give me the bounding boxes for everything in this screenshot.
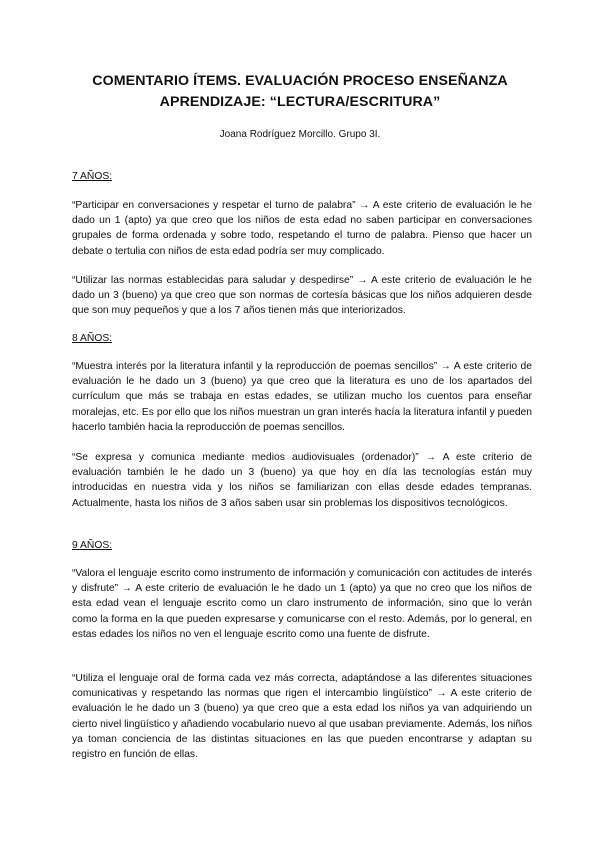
paragraph: “Valora el lenguaje escrito como instrumento de información y comunicación con actitudes de interés y disfrute” → A este criterio de evaluación le he dado un 1 (apto) ya que no creo que los niños de esta edad vean el lenguaje escrito como un claro instrumento de información, sino que lo verán como la forma en la que pueden expresarse y comunicarse con el resto. Además, por lo general, en estas edades los niños no ven el lenguaje escrito como una fuente de disfrute. bbox=[72, 568, 532, 640]
author-line: Joana Rodríguez Morcillo. Grupo 3I. bbox=[219, 129, 381, 140]
section-heading-7-anos: 7 AÑOS: bbox=[72, 171, 113, 182]
paragraph: “Participar en conversaciones y respetar el turno de palabra” → A este criterio de evaluación le he dado un 1 (apto) ya que creo que los niños de esta edad no saben participar en conversaciones grupales de forma ordenada y sobre todo, respetando el turno de palabra. Pienso que hacer un debate o tertulia con niños de esta edad podría ser muy complicado. bbox=[72, 200, 532, 257]
paragraph: “Utilizar las normas establecidas para saludar y despedirse” → A este criterio de evaluación le he dado un 3 (bueno) ya que creo que son normas de cortesía básicas que los niños adquieren desde que son muy pequeños y que a los 7 años tienen más que interiorizados. bbox=[72, 275, 532, 317]
paragraph: “Utiliza el lenguaje oral de forma cada vez más correcta, adaptándose a las diferentes situaciones comunicativas y respetando las normas que rigen el intercambio lingüístico” → A este criterio de evaluación le he dado un 3 (bueno) ya que creo que a esta edad los niños ya van adquiriendo un cierto nivel lingüístico y añadiendo vocabulario nuevo al que usaban previamente. Además, los niños ya toman conciencia de las distintas situaciones en las que pueden encontrarse y adaptan su registro en función de ellas. bbox=[72, 673, 532, 761]
document-title: COMENTARIO ÍTEMS. EVALUACIÓN PROCESO ENSEÑANZA APRENDIZAJE: “LECTURA/ESCRITURA” bbox=[92, 73, 508, 110]
section-heading-9-anos: 9 AÑOS: bbox=[72, 540, 113, 551]
section-heading-8-anos: 8 AÑOS: bbox=[72, 333, 113, 344]
paragraph: “Muestra interés por la literatura infantil y la reproducción de poemas sencillos” → A este criterio de evaluación le he dado un 3 (bueno) ya que creo que la literatura es uno de los apartados del currículum que más se trabaja en estas edades, se utilizan mucho los cuentos para enseñar moralejas, etc. Es por ello que los niños muestran un gran interés hacía la literatura infantil y pueden hacerlo también hacia la reproducción de poemas sencillos. bbox=[72, 361, 532, 433]
paragraph: “Se expresa y comunica mediante medios audiovisuales (ordenador)” → A este criterio de evaluación también le he dado un 3 (bueno) ya que hoy en día las tecnologías están muy introducidas en nuestra vida y los niños se familiarizan con ellas desde edades tempranas. Actualmente, hasta los niños de 3 años saben usar sin problemas los dispositivos tecnológicos. bbox=[72, 452, 532, 509]
